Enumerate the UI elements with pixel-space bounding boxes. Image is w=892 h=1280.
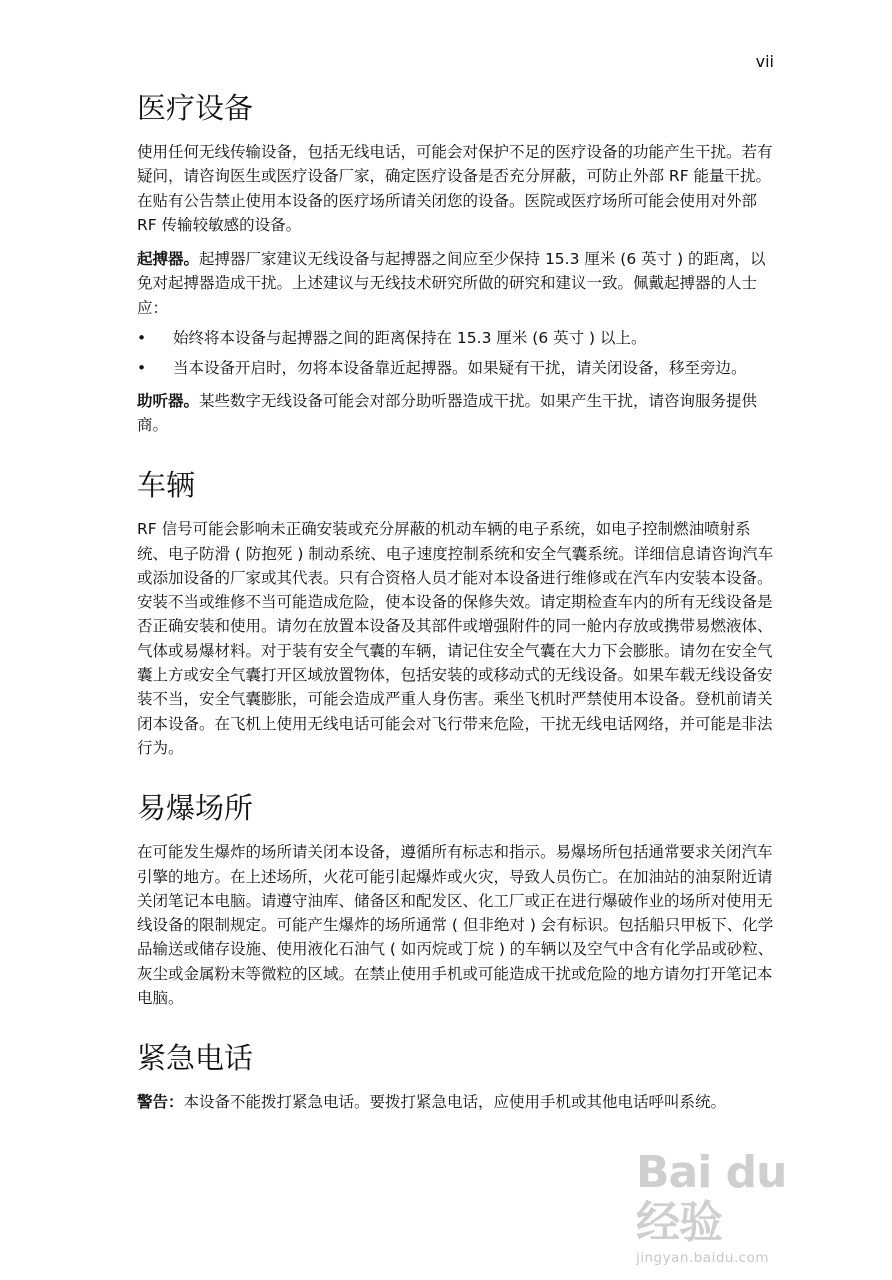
vehicles-body: RF 信号可能会影响未正确安装或充分屏蔽的机动车辆的电子系统，如电子控制燃油喷射系统、电子防滑 ( 防抱死 ) 制动系统、电子速度控制系统和安全气囊系统。详细信息请咨询汽车或添加设备的厂家或其代表。只有合资格人员才能对本设备进行维修或在汽车内安装本设备。安装不当或维修不当可能造成危险，使本设备的保修失效。请定期检查车内的所有无线设备是否正确安装和使用。请勿在放置本设备及其部件或增强附件的同一舱内存放或携带易燃液体、气体或易爆材料。对于装有安全气囊的车辆，请记住安全气囊在大力下会膨胀。请勿在安全气囊上方或安全气囊打开区域放置物体，包括安装的或移动式的无线设备。如果车载无线设备安装不当，安全气囊膨胀，可能会造成严重人身伤害。乘坐飞机时严禁使用本设备。登机前请关闭本设备。在飞机上使用无线电话可能会对飞行带来危险，干扰无线电话网络，并可能是非法行为。 [137,520,774,757]
emergency-warning [137,1090,777,1114]
section-explosive [137,788,777,1010]
watermark-url: jingyan.baidu.com [636,1250,770,1266]
bullet-item [137,326,777,350]
warning-label: 警告： [137,1093,184,1112]
bullet-text: 当本设备开启时，勿将本设备靠近起搏器。如果疑有干扰，请关闭设备，移至旁边。 [173,359,747,378]
pacemaker-bullet-list [137,326,777,381]
document-body [137,88,777,1115]
hearing-aid-label: 助听器。 [137,391,200,410]
bullet-dot: • [137,329,147,348]
hearing-aid-paragraph [137,389,777,438]
pacemaker-label: 起搏器。 [137,250,200,269]
bullet-text: 始终将本设备与起搏器之间的距离保持在 15.3 厘米 (6 英寸 ) 以上。 [173,329,647,348]
pacemaker-text: 起搏器厂家建议无线设备与起搏器之间应至少保持 15.3 厘米 (6 英寸 ) 的距离，以免对起搏器造成干扰。上述建议与无线技术研究所做的研究和建议一致。佩戴起搏器的人士应： [137,250,766,317]
section-vehicles [137,465,777,760]
medical-intro: 使用任何无线传输设备，包括无线电话，可能会对保护不足的医疗设备的功能产生干扰。若有疑问，请咨询医生或医疗设备厂家，确定医疗设备是否充分屏蔽，可防止外部 RF 能量干扰。在贴有公告禁止使用本设备的医疗场所请关闭您的设备。医院或医疗场所可能会使用对外部 RF 传输较敏感的设备。 [137,143,773,234]
explosive-body: 在可能发生爆炸的场所请关闭本设备，遵循所有标志和指示。易爆场所包括通常要求关闭汽车引擎的地方。在上述场所，火花可能引起爆炸或火灾，导致人员伤亡。在加油站的油泵附近请关闭笔记本电脑。请遵守油库、储备区和配发区、化工厂或正在进行爆破作业的场所对使用无线设备的限制规定。可能产生爆炸的场所通常 ( 但非绝对 ) 会有标识。包括船只甲板下、化学品输送或储存设施、使用液化石油气 ( 如丙烷或丁烷 ) 的车辆以及空气中含有化学品或砂粒、灰尘或金属粉末等微粒的区域。在禁止使用手机或可能造成干扰或危险的地方请勿打开笔记本电脑。 [137,843,774,1008]
section-title-explosive: 易爆场所 [137,791,254,826]
section-title-vehicles: 车辆 [137,468,196,503]
pacemaker-paragraph [137,247,777,320]
baidu-jingyan-watermark [636,1147,836,1266]
section-emergency [137,1038,777,1114]
warning-text: 本设备不能拨打紧急电话。要拨打紧急电话，应使用手机或其他电话呼叫系统。 [183,1093,727,1112]
section-title-emergency: 紧急电话 [137,1041,254,1076]
bullet-item [137,356,777,380]
watermark-logo: Bai du 经验 [636,1147,787,1248]
section-medical [137,88,777,437]
bullet-dot: • [137,359,147,378]
hearing-aid-text: 某些数字无线设备可能会对部分助听器造成干扰。如果产生干扰，请咨询服务提供商。 [137,391,758,434]
page-number: vii [755,52,774,71]
section-title-medical: 医疗设备 [137,91,254,125]
